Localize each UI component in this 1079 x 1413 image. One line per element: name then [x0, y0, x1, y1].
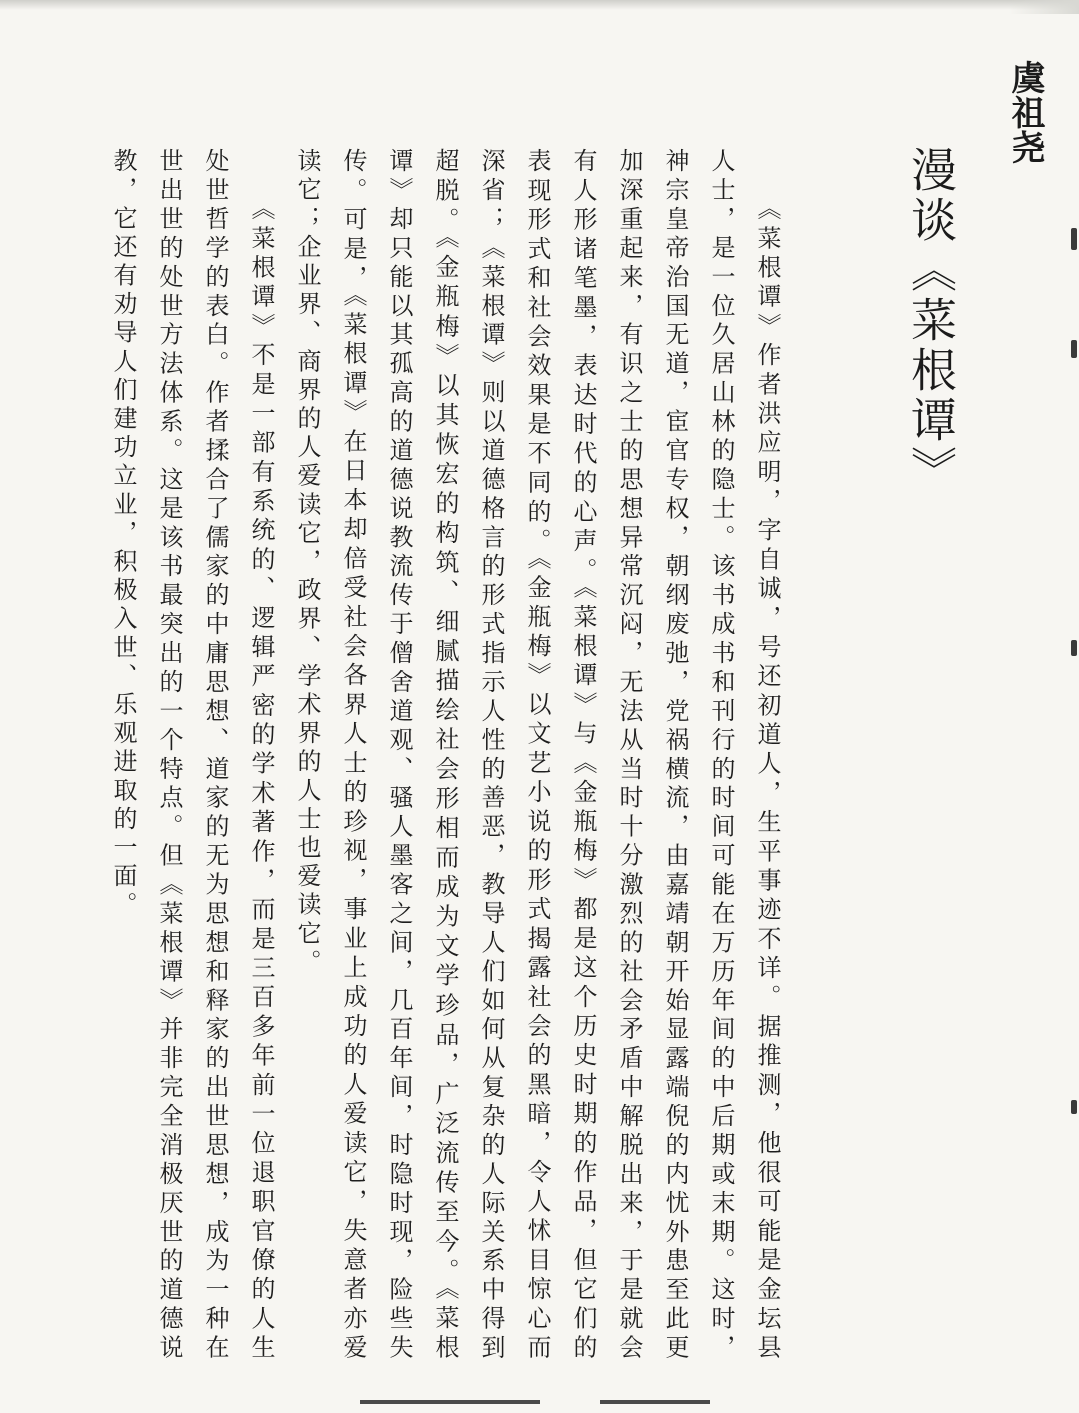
edge-mark: [1071, 1100, 1077, 1114]
footer-rule: [360, 1400, 540, 1404]
scan-corner: [1009, 0, 1079, 14]
article-body: [70, 148, 790, 1363]
author-name: 虞祖尧: [1005, 60, 1045, 165]
footer-rule: [600, 1400, 710, 1404]
paragraph-2: 《菜根谭》不是一部有系统的、逻辑严密的学术著作，而是三百多年前一位退职官僚的人生处世哲学的表白。作者揉合了儒家的中庸思想、道家的无为思想和释家的出世思想，成为一种在世出世的处世方法体系。这是该书最突出的一个特点。但《菜根谭》并非完全消极厌世的道德说教，它还有劝导人们建功立业，积极入世、乐观进取的一面。: [109, 148, 275, 1363]
edge-mark: [1071, 640, 1077, 656]
article-title: 漫谈《菜根谭》: [904, 146, 958, 496]
edge-mark: [1071, 228, 1077, 250]
paragraph-1: 《菜根谭》作者洪应明，字自诚，号还初道人，生平事迹不详。据推测，他很可能是金坛县人士，是一位久居山林的隐士。该书成书和刊行的时间可能在万历年间的中后期或末期。这时，神宗皇帝治国无道，宦官专权，朝纲废弛，党祸横流，由嘉靖朝开始显露端倪的内忧外患至此更加深重起来，有识之士的思想异常沉闷，无法从当时十分激烈的社会矛盾中解脱出来，于是就会有人形诸笔墨，表达时代的心声。《菜根谭》与《金瓶梅》都是这个历史时期的作品，但它们的表现形式和社会效果是不同的。《金瓶梅》以文艺小说的形式揭露社会的黑暗，令人怵目惊心而深省；《菜根谭》则以道德格言的形式指示人性的善恶，教导人们如何从复杂的人际关系中得到超脱。《金瓶梅》以其恢宏的构筑、细腻描绘社会形相而成为文学珍品，广泛流传至今。《菜根谭》却只能以其孤高的道德说教流传于僧舍道观、骚人墨客之间，几百年间，时隐时现，险些失传。可是，《菜根谭》在日本却倍受社会各界人士的珍视，事业上成功的人爱读它，失意者亦爱读它；企业界、商界的人爱读它，政界、学术界的人士也爱读它。: [293, 148, 781, 1363]
edge-mark: [1071, 340, 1077, 358]
scan-shadow: [0, 0, 1079, 10]
